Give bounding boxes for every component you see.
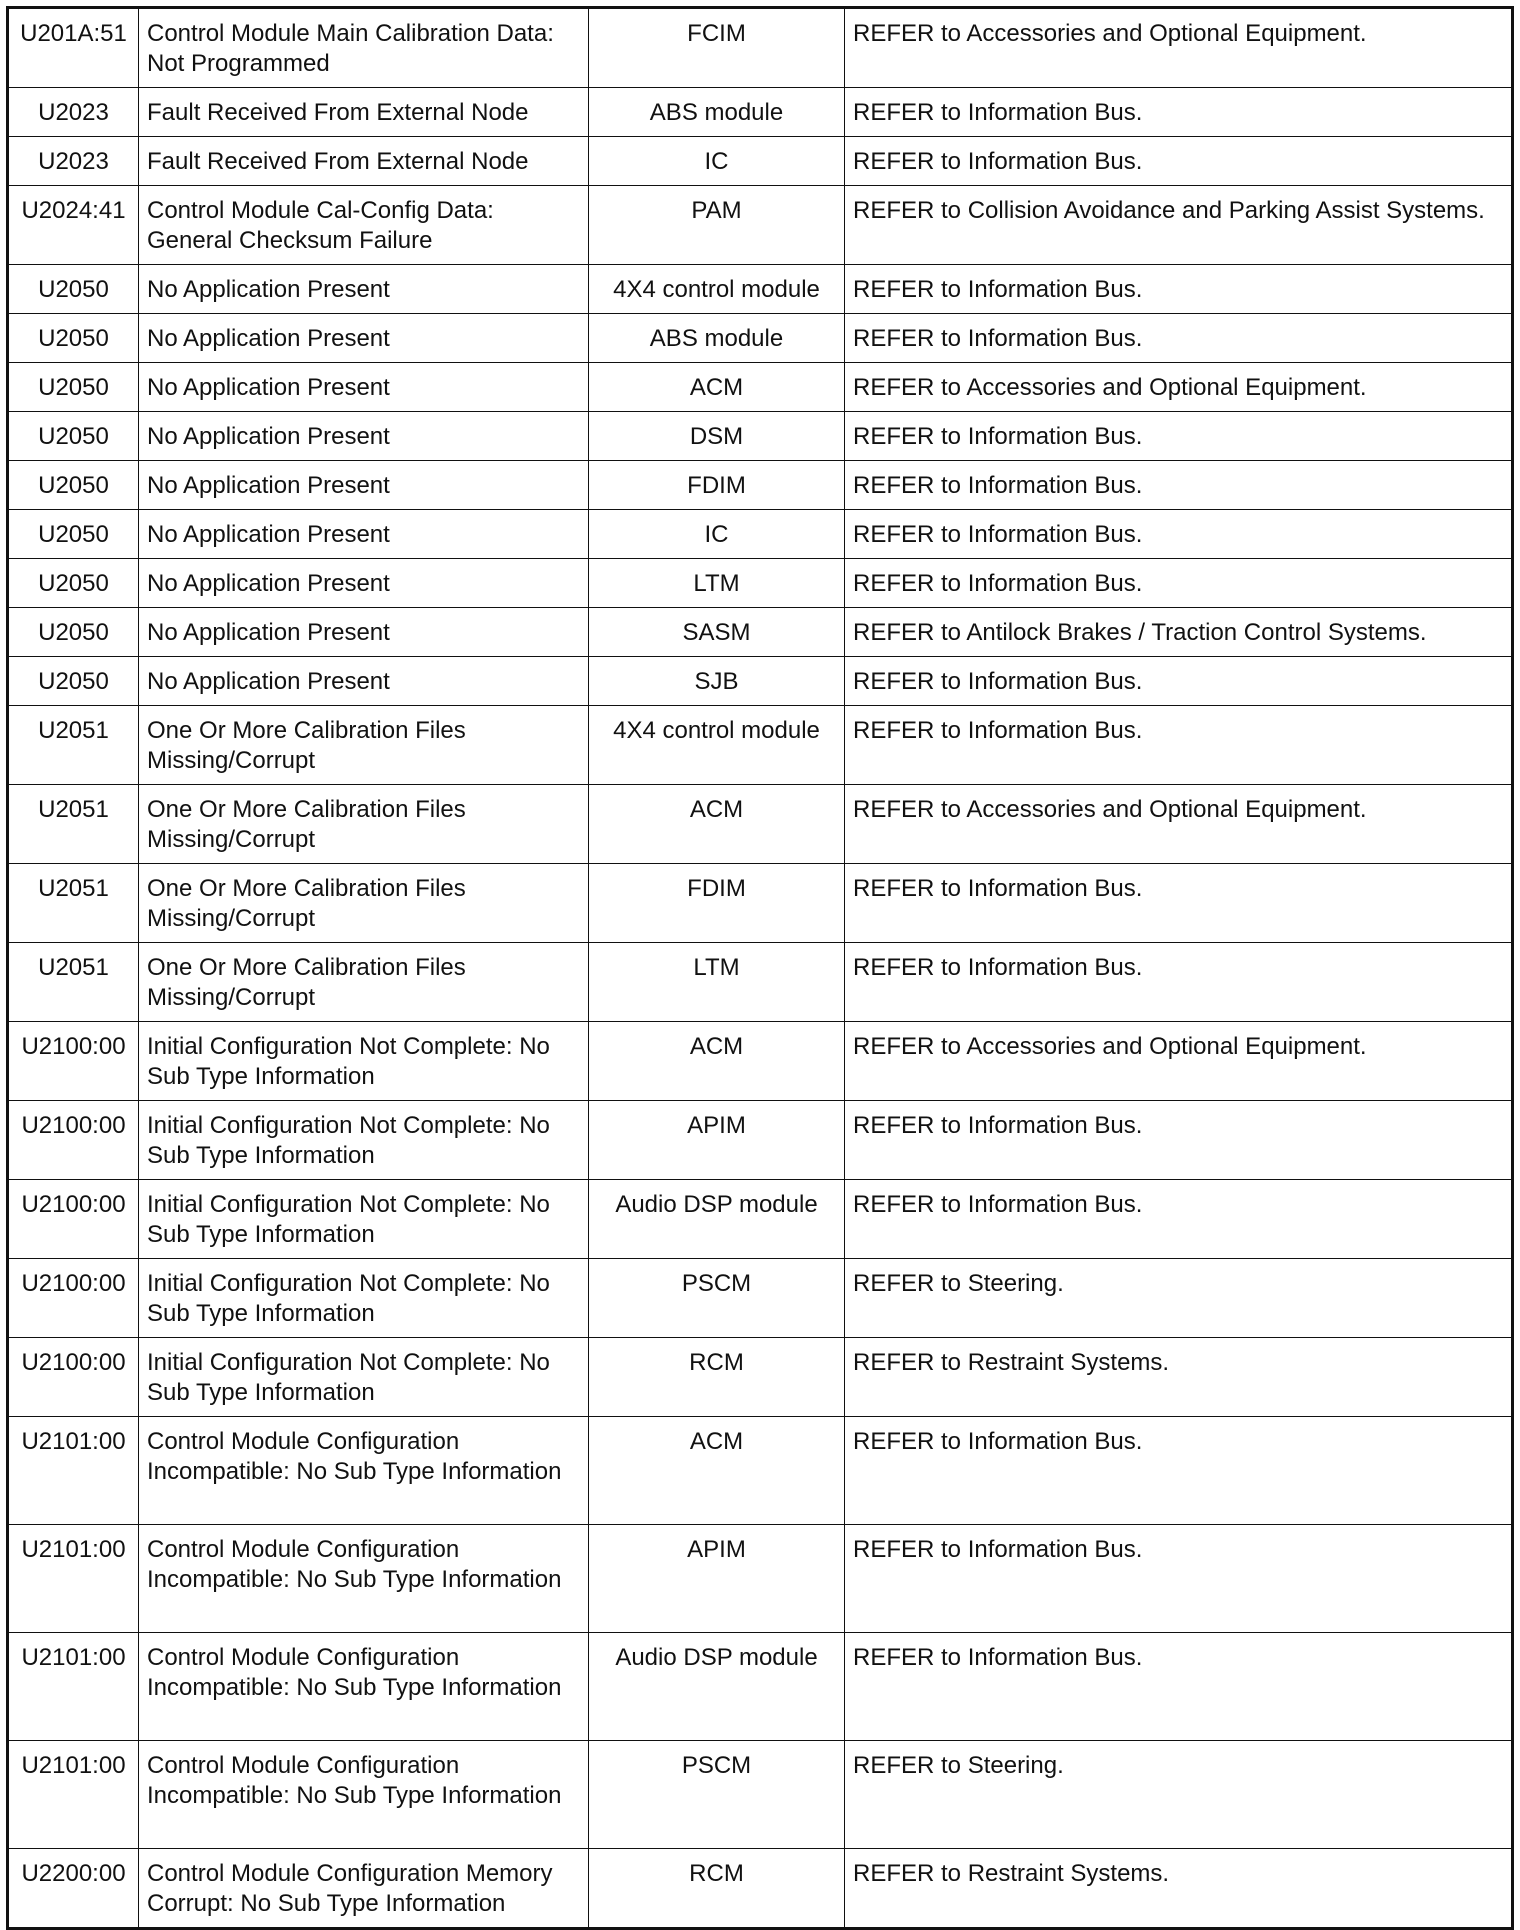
- dtc-action: REFER to Information Bus.: [845, 88, 1513, 137]
- dtc-description: One Or More Calibration Files Missing/Corrupt: [139, 943, 589, 1022]
- dtc-action: REFER to Accessories and Optional Equipment.: [845, 1022, 1513, 1101]
- dtc-module: ACM: [589, 1022, 845, 1101]
- dtc-code: U2200:00: [8, 1849, 139, 1929]
- dtc-description: No Application Present: [139, 265, 589, 314]
- dtc-description: No Application Present: [139, 608, 589, 657]
- dtc-action: REFER to Steering.: [845, 1259, 1513, 1338]
- dtc-description: Initial Configuration Not Complete: No Sub Type Information: [139, 1101, 589, 1180]
- dtc-code: U2100:00: [8, 1180, 139, 1259]
- dtc-module: 4X4 control module: [589, 706, 845, 785]
- dtc-code: U2051: [8, 943, 139, 1022]
- dtc-action: REFER to Information Bus.: [845, 559, 1513, 608]
- table-row: [8, 412, 1513, 461]
- table-row: [8, 1741, 1513, 1849]
- dtc-action: REFER to Information Bus.: [845, 510, 1513, 559]
- dtc-description: Control Module Cal-Config Data: General Checksum Failure: [139, 186, 589, 265]
- dtc-action: REFER to Information Bus.: [845, 137, 1513, 186]
- dtc-module: PAM: [589, 186, 845, 265]
- table-row: [8, 1417, 1513, 1525]
- dtc-description: Initial Configuration Not Complete: No Sub Type Information: [139, 1022, 589, 1101]
- table-row: [8, 88, 1513, 137]
- table-row: [8, 314, 1513, 363]
- dtc-code: U2050: [8, 608, 139, 657]
- dtc-module: 4X4 control module: [589, 265, 845, 314]
- dtc-code: U2050: [8, 657, 139, 706]
- dtc-code: U2051: [8, 706, 139, 785]
- dtc-code: U2051: [8, 864, 139, 943]
- table-row: [8, 608, 1513, 657]
- dtc-action: REFER to Antilock Brakes / Traction Control Systems.: [845, 608, 1513, 657]
- dtc-module: LTM: [589, 943, 845, 1022]
- table-row: [8, 1633, 1513, 1741]
- dtc-module: ACM: [589, 785, 845, 864]
- dtc-action: REFER to Accessories and Optional Equipment.: [845, 785, 1513, 864]
- dtc-module: LTM: [589, 559, 845, 608]
- dtc-action: REFER to Information Bus.: [845, 1633, 1513, 1741]
- table-row: [8, 510, 1513, 559]
- dtc-action: REFER to Information Bus.: [845, 314, 1513, 363]
- dtc-code: U2050: [8, 314, 139, 363]
- dtc-module: FCIM: [589, 8, 845, 88]
- dtc-code: U2100:00: [8, 1022, 139, 1101]
- dtc-description: No Application Present: [139, 412, 589, 461]
- table-row: [8, 785, 1513, 864]
- dtc-description: Initial Configuration Not Complete: No Sub Type Information: [139, 1338, 589, 1417]
- dtc-action: REFER to Restraint Systems.: [845, 1849, 1513, 1929]
- dtc-action: REFER to Information Bus.: [845, 943, 1513, 1022]
- dtc-description: One Or More Calibration Files Missing/Corrupt: [139, 706, 589, 785]
- dtc-code: U2024:41: [8, 186, 139, 265]
- dtc-code: U2050: [8, 265, 139, 314]
- dtc-module: ABS module: [589, 314, 845, 363]
- dtc-code: U2050: [8, 559, 139, 608]
- dtc-description: Control Module Main Calibration Data: Not Programmed: [139, 8, 589, 88]
- dtc-code: U2101:00: [8, 1633, 139, 1741]
- dtc-description: Control Module Configuration Memory Corrupt: No Sub Type Information: [139, 1849, 589, 1929]
- table-row: [8, 1259, 1513, 1338]
- dtc-code: U2050: [8, 363, 139, 412]
- table-row: [8, 1180, 1513, 1259]
- dtc-module: PSCM: [589, 1741, 845, 1849]
- dtc-action: REFER to Information Bus.: [845, 657, 1513, 706]
- dtc-module: SASM: [589, 608, 845, 657]
- dtc-description: Control Module Configuration Incompatible: No Sub Type Information: [139, 1417, 589, 1525]
- dtc-module: ACM: [589, 1417, 845, 1525]
- table-row: [8, 1525, 1513, 1633]
- dtc-code: U2023: [8, 137, 139, 186]
- dtc-module: FDIM: [589, 461, 845, 510]
- dtc-description: Control Module Configuration Incompatible: No Sub Type Information: [139, 1633, 589, 1741]
- dtc-code: U2101:00: [8, 1525, 139, 1633]
- dtc-module: ABS module: [589, 88, 845, 137]
- dtc-code: U2050: [8, 510, 139, 559]
- table-row: [8, 8, 1513, 88]
- table-row: [8, 265, 1513, 314]
- dtc-module: Audio DSP module: [589, 1633, 845, 1741]
- table-row: [8, 1101, 1513, 1180]
- dtc-description: One Or More Calibration Files Missing/Corrupt: [139, 785, 589, 864]
- dtc-code: U2100:00: [8, 1338, 139, 1417]
- dtc-action: REFER to Information Bus.: [845, 706, 1513, 785]
- dtc-module: RCM: [589, 1338, 845, 1417]
- dtc-module: DSM: [589, 412, 845, 461]
- dtc-code: U2051: [8, 785, 139, 864]
- table-row: [8, 1849, 1513, 1929]
- dtc-action: REFER to Information Bus.: [845, 1101, 1513, 1180]
- dtc-code: U2050: [8, 461, 139, 510]
- dtc-description: No Application Present: [139, 363, 589, 412]
- dtc-description: Fault Received From External Node: [139, 137, 589, 186]
- table-row: [8, 1022, 1513, 1101]
- dtc-action: REFER to Information Bus.: [845, 1180, 1513, 1259]
- dtc-description: No Application Present: [139, 559, 589, 608]
- table-row: [8, 706, 1513, 785]
- dtc-code: U2100:00: [8, 1101, 139, 1180]
- dtc-module: ACM: [589, 363, 845, 412]
- dtc-module: PSCM: [589, 1259, 845, 1338]
- table-row: [8, 186, 1513, 265]
- dtc-description: Initial Configuration Not Complete: No Sub Type Information: [139, 1180, 589, 1259]
- dtc-module: Audio DSP module: [589, 1180, 845, 1259]
- dtc-module: APIM: [589, 1101, 845, 1180]
- dtc-action: REFER to Information Bus.: [845, 461, 1513, 510]
- table-row: [8, 657, 1513, 706]
- table-row: [8, 137, 1513, 186]
- dtc-action: REFER to Information Bus.: [845, 412, 1513, 461]
- dtc-action: REFER to Collision Avoidance and Parking Assist Systems.: [845, 186, 1513, 265]
- table-row: [8, 363, 1513, 412]
- dtc-description: No Application Present: [139, 314, 589, 363]
- dtc-code: U2101:00: [8, 1741, 139, 1849]
- dtc-description: No Application Present: [139, 510, 589, 559]
- dtc-action: REFER to Information Bus.: [845, 1525, 1513, 1633]
- dtc-description: Control Module Configuration Incompatible: No Sub Type Information: [139, 1525, 589, 1633]
- dtc-table: [6, 6, 1514, 1930]
- dtc-action: REFER to Information Bus.: [845, 1417, 1513, 1525]
- dtc-description: No Application Present: [139, 461, 589, 510]
- dtc-code: U2050: [8, 412, 139, 461]
- dtc-code: U2023: [8, 88, 139, 137]
- table-row: [8, 461, 1513, 510]
- table-row: [8, 1338, 1513, 1417]
- table-row: [8, 559, 1513, 608]
- dtc-code: U2100:00: [8, 1259, 139, 1338]
- dtc-action: REFER to Restraint Systems.: [845, 1338, 1513, 1417]
- dtc-action: REFER to Accessories and Optional Equipment.: [845, 8, 1513, 88]
- dtc-module: APIM: [589, 1525, 845, 1633]
- dtc-action: REFER to Accessories and Optional Equipment.: [845, 363, 1513, 412]
- dtc-description: One Or More Calibration Files Missing/Corrupt: [139, 864, 589, 943]
- dtc-description: No Application Present: [139, 657, 589, 706]
- dtc-module: IC: [589, 510, 845, 559]
- dtc-module: IC: [589, 137, 845, 186]
- table-row: [8, 943, 1513, 1022]
- dtc-table-page: [6, 6, 1514, 1930]
- dtc-description: Fault Received From External Node: [139, 88, 589, 137]
- dtc-action: REFER to Information Bus.: [845, 265, 1513, 314]
- dtc-action: REFER to Steering.: [845, 1741, 1513, 1849]
- dtc-description: Control Module Configuration Incompatible: No Sub Type Information: [139, 1741, 589, 1849]
- dtc-module: SJB: [589, 657, 845, 706]
- dtc-description: Initial Configuration Not Complete: No Sub Type Information: [139, 1259, 589, 1338]
- table-row: [8, 864, 1513, 943]
- dtc-code: U201A:51: [8, 8, 139, 88]
- dtc-module: FDIM: [589, 864, 845, 943]
- dtc-action: REFER to Information Bus.: [845, 864, 1513, 943]
- dtc-code: U2101:00: [8, 1417, 139, 1525]
- dtc-module: RCM: [589, 1849, 845, 1929]
